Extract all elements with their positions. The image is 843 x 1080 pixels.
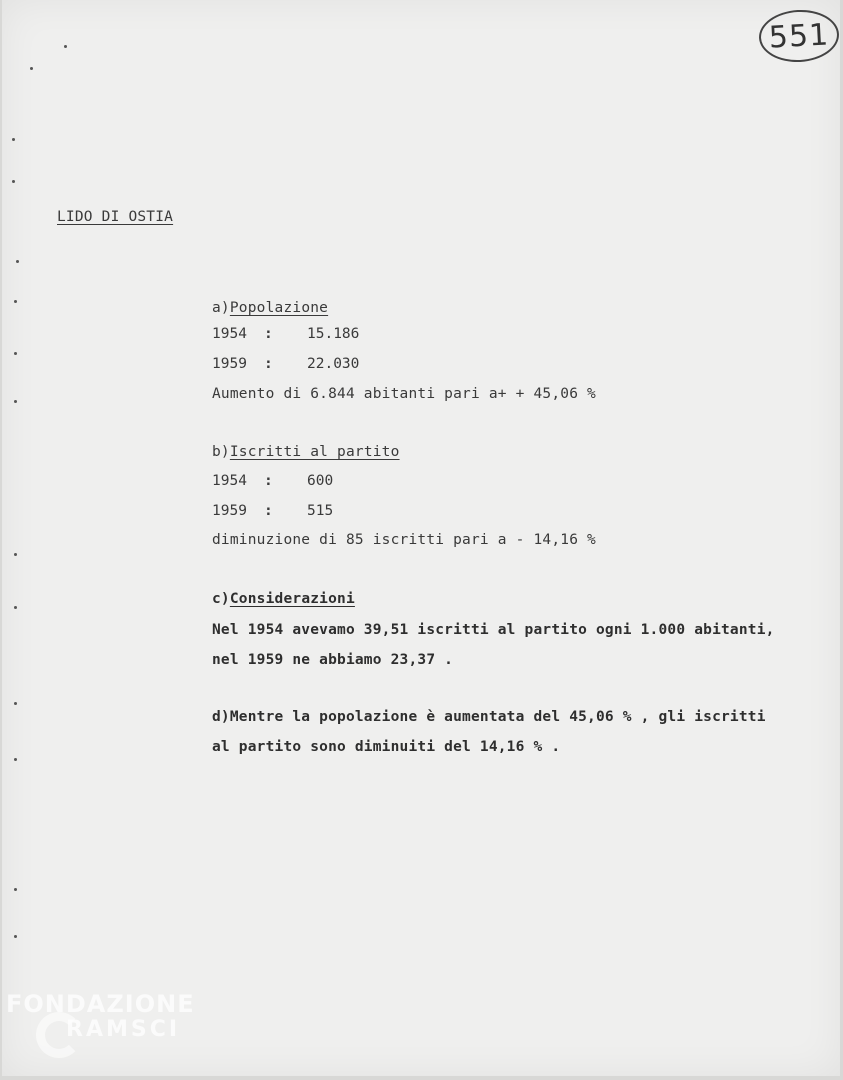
section-b-row-1-sep: : [264,473,273,489]
watermark-line-1: FONDAZIONE [6,990,195,1018]
section-c-line-1: Nel 1954 avevamo 39,51 iscritti al partito ogni 1.000 abitanti, [212,622,775,638]
section-a-row-1-value: 15.186 [307,326,360,342]
section-a-prefix: a) [212,300,230,316]
section-b-row-2-value: 515 [307,503,334,519]
margin-mark [30,67,33,70]
margin-mark [14,888,17,891]
margin-mark [14,702,17,705]
document-page [2,0,840,1076]
margin-mark [14,352,17,355]
section-b-summary: diminuzione di 85 iscritti pari a - 14,16 % [212,532,596,548]
section-b-row-2-sep: : [264,503,273,519]
section-d-line-1: d)Mentre la popolazione è aumentata del 45,06 % , gli iscritti [212,709,766,725]
margin-mark [14,300,17,303]
margin-mark [64,45,67,48]
section-b-label: Iscritti al partito [229,444,400,460]
margin-mark [16,260,19,263]
section-a-row-2-sep: : [264,356,273,372]
margin-mark [14,935,17,938]
section-b-title [212,444,400,460]
margin-mark [12,180,15,183]
section-c-prefix: c) [212,591,230,607]
section-a-row-2-year: 1959 [212,356,247,372]
fondazione-gramsci-watermark [6,990,216,1070]
section-a-title [212,300,328,316]
section-a-row-1-sep: : [264,326,273,342]
section-c-label: Considerazioni [229,591,355,607]
margin-mark [14,758,17,761]
archive-number-stamp: 551 [758,8,840,64]
section-c-title [212,591,355,607]
section-a-label: Popolazione [229,300,329,316]
section-b-prefix: b) [212,444,230,460]
section-c-line-2: nel 1959 ne abbiamo 23,37 . [212,652,454,668]
section-a-row-1-year: 1954 [212,326,247,342]
page-title: LIDO DI OSTIA [57,209,174,225]
watermark-line-2: RAMSCI [66,1017,181,1042]
section-b-row-1-year: 1954 [212,473,247,489]
section-d-line-2: al partito sono diminuiti del 14,16 % . [212,739,561,755]
section-b-row-2-year: 1959 [212,503,247,519]
margin-mark [14,400,17,403]
section-b-row-1-value: 600 [307,473,334,489]
margin-mark [12,138,15,141]
margin-mark [14,553,17,556]
section-a-row-2-value: 22.030 [307,356,360,372]
margin-mark [14,606,17,609]
section-a-summary: Aumento di 6.844 abitanti pari a+ + 45,06 % [212,386,596,402]
